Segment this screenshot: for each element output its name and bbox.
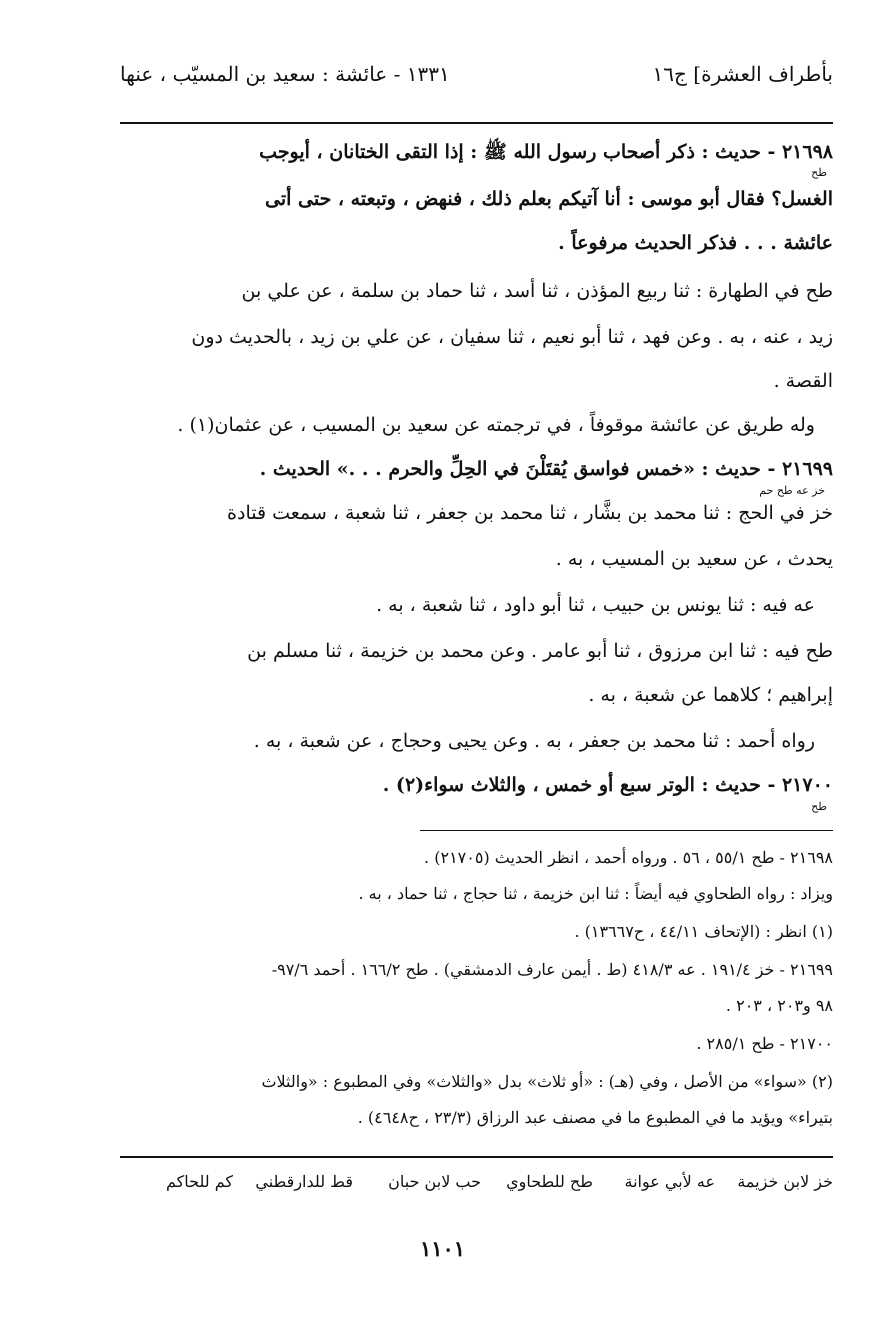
hadith-21698-line-1: ٢١٦٩٨ - حديث : ذكر أصحاب رسول الله ﷺ : إذا التقى الختانان ، أيوجب: [259, 141, 833, 163]
marker-sources-2: خز عه طح حم: [759, 484, 825, 497]
hadith-21699-line-5: طح فيه : ثنا ابن مرزوق ، ثنا أبو عامر . وعن محمد بن خزيمة ، ثنا مسلم بن: [247, 640, 833, 662]
abbr-hib: حب لابن حبان: [388, 1172, 481, 1191]
footnote-line-5: ٩٨ و٢٠٣ ، ٢٠٣ .: [725, 996, 833, 1015]
hadith-21700-line-1: ٢١٧٠٠ - حديث : الوتر سبع أو خمس ، والثلاث سواء(٢) .: [382, 774, 833, 796]
hadith-21699-line-1: ٢١٦٩٩ - حديث : «خمس فواسق يُقتَلْنَ في الحِلِّ والحرم . . .» الحديث .: [259, 458, 833, 480]
abbr-tah: طح للطحاوي: [506, 1172, 593, 1191]
hadith-21699-line-7: رواه أحمد : ثنا محمد بن جعفر ، به . وعن يحيى وحجاج ، عن شعبة ، به .: [253, 730, 815, 752]
hadith-21699-line-3: يحدث ، عن سعيد بن المسيب ، به .: [555, 548, 833, 570]
running-header-left: ١٣٣١ - عائشة : سعيد بن المسيّب ، عنها: [120, 62, 450, 86]
page-number: ١١٠١: [419, 1236, 466, 1261]
hadith-21698-line-2: الغسل؟ فقال أبو موسى : أنا آتيكم بعلم ذلك ، فنهض ، وتبعته ، حتى أتى: [264, 188, 833, 210]
abbr-ah: عه لأبي عوانة: [624, 1172, 715, 1191]
hadith-21699-line-2: خز في الحج : ثنا محمد بن بشَّار ، ثنا محمد بن جعفر ، ثنا شعبة ، سمعت قتادة: [227, 502, 833, 524]
header-rule: [120, 122, 833, 124]
hadith-21699-line-6: إبراهيم ؛ كلاهما عن شعبة ، به .: [588, 684, 833, 706]
abbreviation-rule: [120, 1156, 833, 1158]
marker-tah-3: طح: [811, 800, 827, 813]
running-header-right: بأطراف العشرة] ج١٦: [652, 62, 833, 86]
footnote-line-1: ٢١٦٩٨ - طح ٥٥/١ ، ٥٦ . ورواه أحمد ، انظر الحديث (٢١٧٠٥) .: [424, 848, 833, 867]
isnad-line-4: وله طريق عن عائشة موقوفاً ، في ترجمته عن سعيد بن المسيب ، عن عثمان(١) .: [177, 414, 815, 436]
isnad-line-3: القصة .: [773, 370, 833, 392]
footnote-rule: [420, 830, 833, 831]
footnote-line-4: ٢١٦٩٩ - خز ١٩١/٤ . عه ٤١٨/٣ (ط . أيمن عارف الدمشقي) . طح ١٦٦/٢ . أحمد ٩٧/٦-: [271, 960, 833, 979]
isnad-line-2: زيد ، عنه ، به . وعن فهد ، ثنا أبو نعيم ، ثنا سفيان ، عن علي بن زيد ، بالحديث دون: [191, 326, 833, 348]
abbr-kum: كم للحاكم: [166, 1172, 233, 1191]
footnote-line-7: (٢) «سواء» من الأصل ، وفي (هـ) : «أو ثلاث» بدل «والثلاث» وفي المطبوع : «والثلاث: [261, 1072, 833, 1091]
footnote-line-8: بتيراء» ويؤيد ما في المطبوع ما في مصنف عبد الرزاق (٢٣/٣ ، ح٤٦٤٨) .: [357, 1108, 833, 1127]
footnote-line-6: ٢١٧٠٠ - طح ٢٨٥/١ .: [696, 1034, 833, 1053]
footnote-line-2: ويزاد : رواه الطحاوي فيه أيضاً : ثنا ابن خزيمة ، ثنا حجاج ، ثنا حماد ، به .: [358, 884, 833, 903]
abbr-khuz: خز لابن خزيمة: [737, 1172, 833, 1191]
hadith-21698-line-3: عائشة . . . فذكر الحديث مرفوعاً .: [558, 232, 833, 254]
hadith-21699-line-4: عه فيه : ثنا يونس بن حبيب ، ثنا أبو داود ، ثنا شعبة ، به .: [376, 594, 815, 616]
abbr-qat: قط للدارقطني: [255, 1172, 353, 1191]
isnad-line-1: طح في الطهارة : ثنا ربيع المؤذن ، ثنا أسد ، ثنا حماد بن سلمة ، عن علي بن: [241, 280, 833, 302]
footnote-line-3: (١) انظر : (الإتحاف ٤٤/١١ ، ح١٣٦٦٧) .: [574, 922, 833, 941]
marker-tah-1: طح: [811, 166, 827, 179]
